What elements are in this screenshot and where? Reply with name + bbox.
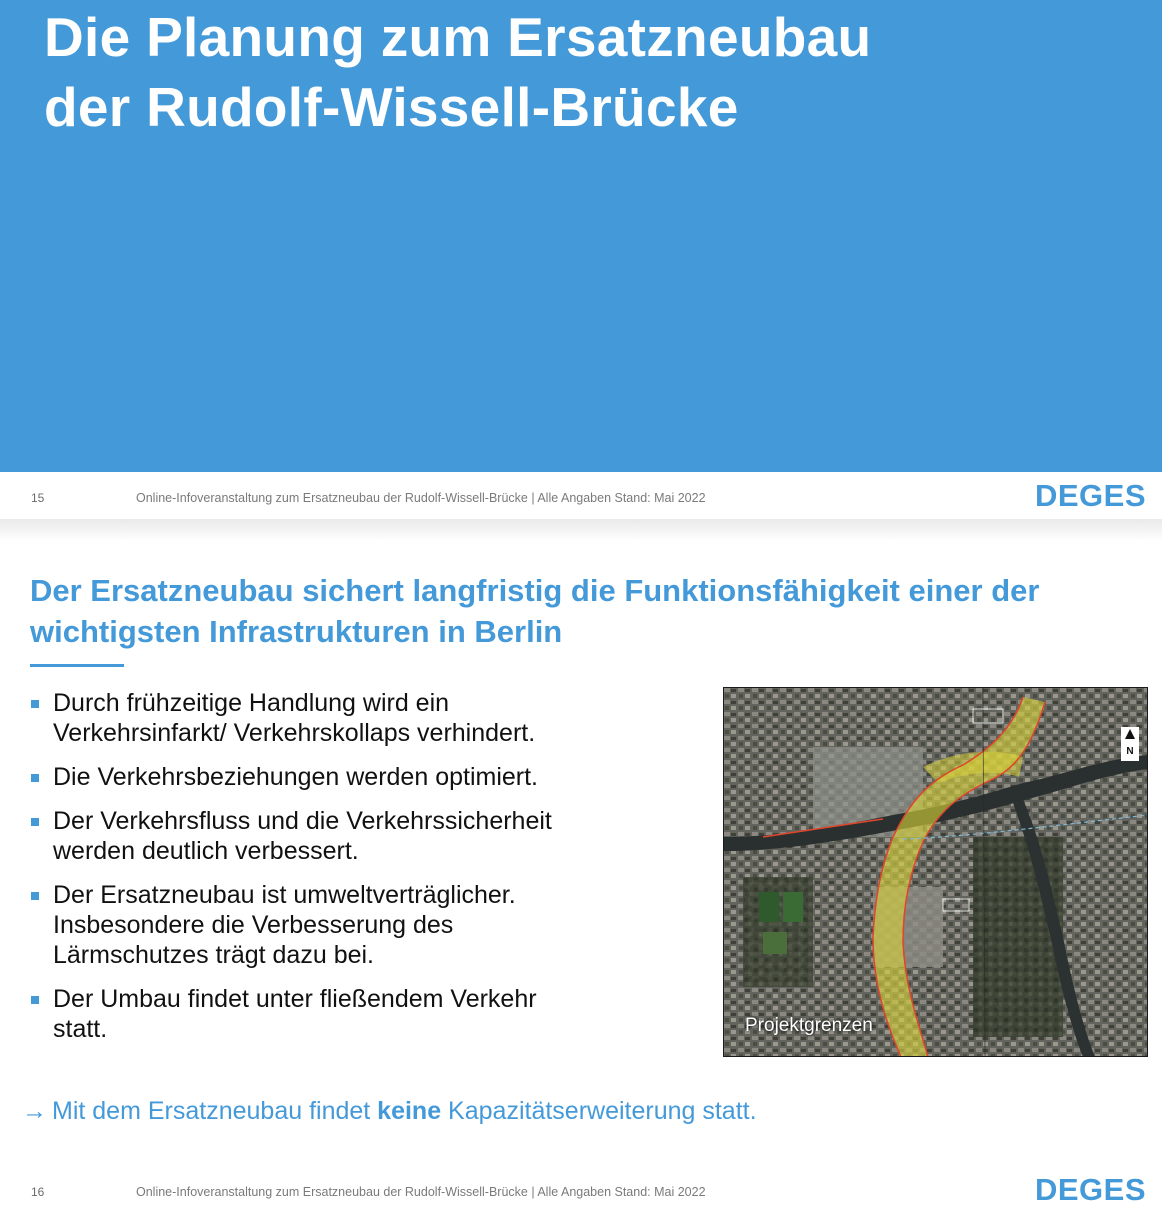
deges-logo: DEGES bbox=[1034, 478, 1146, 513]
deges-logo: DEGES bbox=[1034, 1172, 1146, 1207]
conclusion-statement bbox=[22, 1097, 757, 1126]
slide-separator bbox=[0, 519, 1162, 541]
aerial-map-graphic bbox=[723, 687, 1148, 1057]
bullet-line: Durch frühzeitige Handlung wird ein bbox=[53, 689, 450, 717]
north-arrow-icon bbox=[1121, 727, 1139, 761]
square-bullet-icon bbox=[31, 996, 39, 1004]
slide-15-page-number: 15 bbox=[31, 491, 45, 505]
conclusion-text-before: Mit dem Ersatzneubau findet bbox=[52, 1097, 378, 1125]
heading-underline bbox=[30, 664, 124, 667]
map-background bbox=[723, 687, 1148, 1057]
slide-15-title-line-1: Die Planung zum Ersatzneubau bbox=[44, 6, 872, 68]
bullet-list bbox=[30, 688, 670, 1058]
bullet-line: Der Umbau findet unter fließendem Verkehr bbox=[53, 985, 537, 1013]
square-bullet-icon bbox=[31, 892, 39, 900]
slide-15-title-line-2: der Rudolf-Wissell-Brücke bbox=[44, 76, 739, 138]
slide-16-footer-text: Online-Infoveranstaltung zum Ersatzneubau der Rudolf-Wissell-Brücke | Alle Angaben Stand: Mai 2022 bbox=[136, 1185, 706, 1199]
square-bullet-icon bbox=[31, 818, 39, 826]
square-bullet-icon bbox=[31, 700, 39, 708]
map-sports-field bbox=[763, 932, 787, 954]
slide-15-footer-text: Online-Infoveranstaltung zum Ersatzneubau der Rudolf-Wissell-Brücke | Alle Angaben Stand: Mai 2022 bbox=[136, 491, 706, 505]
bullet-item bbox=[30, 806, 670, 866]
slide-15-footer bbox=[0, 472, 1162, 520]
bullet-line: Die Verkehrsbeziehungen werden optimiert. bbox=[53, 763, 538, 791]
bullet-line: werden deutlich verbessert. bbox=[53, 837, 359, 865]
bullet-item bbox=[30, 984, 670, 1044]
map-sports-field bbox=[783, 892, 803, 922]
slide-16-page-number: 16 bbox=[31, 1185, 45, 1199]
bullet-item bbox=[30, 880, 670, 970]
slide-16-heading: Der Ersatzneubau sichert langfristig die Funktionsfähigkeit einer der wichtigsten Infrastrukturen in Berlin bbox=[30, 573, 1040, 649]
bullet-line: Lärmschutzes trägt dazu bei. bbox=[53, 941, 374, 969]
bullet-line: Insbesondere die Verbesserung des bbox=[53, 911, 454, 939]
conclusion-text-after: Kapazitätserweiterung statt. bbox=[441, 1097, 757, 1125]
slide-16-footer bbox=[0, 1168, 1162, 1207]
map-park-area bbox=[973, 837, 1063, 1037]
conclusion-text-bold: keine bbox=[377, 1097, 442, 1125]
map-label-projektgrenzen: Projektgrenzen bbox=[745, 1015, 873, 1036]
bullet-line: statt. bbox=[53, 1015, 108, 1043]
slide-15-title-panel bbox=[0, 0, 1162, 472]
map-sports-field bbox=[759, 892, 779, 922]
north-mark: N bbox=[1126, 746, 1134, 757]
bullet-line: Der Verkehrsfluss und die Verkehrssicherheit bbox=[53, 807, 552, 835]
bullet-line: Verkehrsinfarkt/ Verkehrskollaps verhindert. bbox=[53, 719, 536, 747]
aerial-project-map bbox=[723, 687, 1148, 1057]
bullet-item bbox=[30, 762, 670, 792]
right-arrow-icon: → bbox=[22, 1097, 47, 1125]
bullet-item bbox=[30, 688, 670, 748]
bullet-line: Der Ersatzneubau ist umweltverträglicher. bbox=[53, 881, 516, 909]
square-bullet-icon bbox=[31, 774, 39, 782]
slide-15-title bbox=[44, 2, 871, 142]
